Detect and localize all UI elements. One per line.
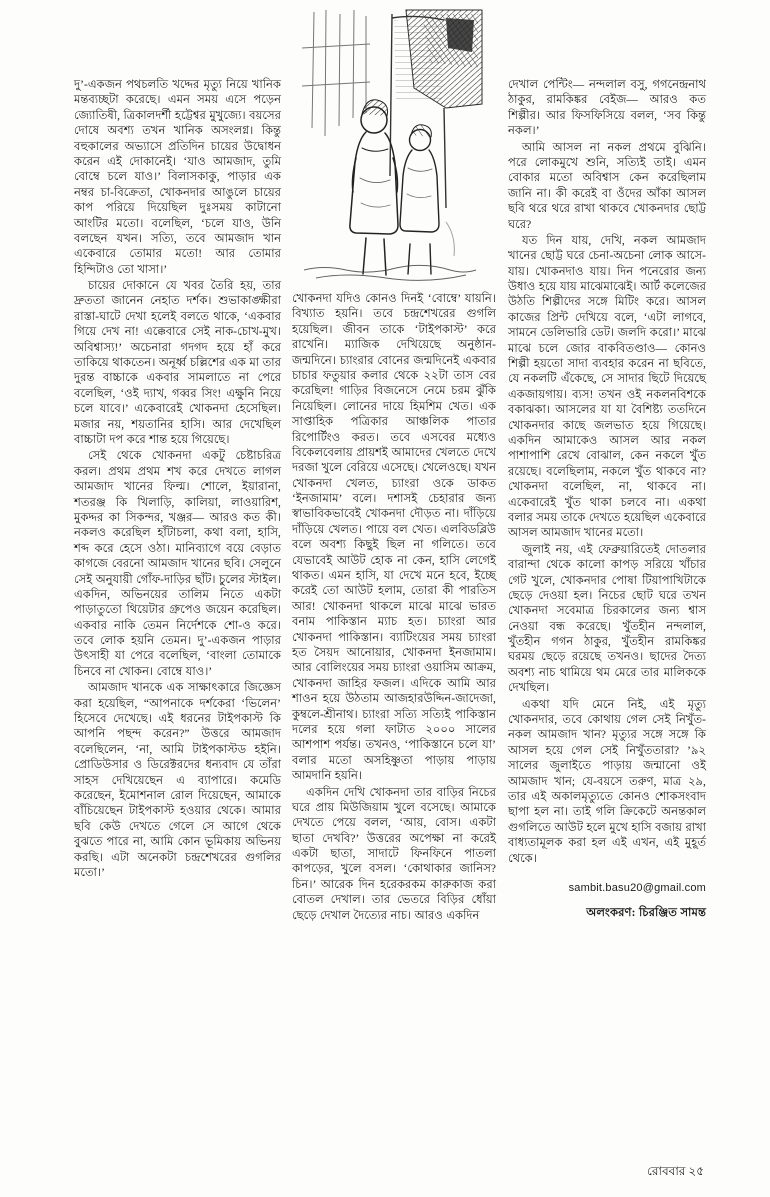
article-column-2 (292, 8, 496, 925)
paragraph: একদিন দেখি খোকনদা তার বাড়ির নিচের ঘরে প্রায় মিউজিয়াম খুলে বসেছে। আমাকে দেখতে পেয়ে বলল, ‘আয়, বোস। একটা ছাতা দেখবি?’ উত্তরের অপেক্ষা না করেই একটা ছাতা, সাদাটে ফিনফিনে পাতলা কাপড়ের, খুলে বসল। ‘কোথাকার জানিস? চিন।’ আরেক দিন হরেকরকম কারুকাজ করা বোতল দেখাল। তার ভেতরে বিড়ির ধোঁয়া ছেড়ে দেখাল দৈত্যের নাচ। আরও একদিন (292, 786, 496, 922)
ink-sketch-two-figures (296, 8, 484, 284)
paragraph: একথা যদি মেনে নিই, এই মৃত্যু খোকনদার, তবে কোথায় গেল সেই নিখুঁত-নকল আমজাদ খান? মৃত্যুর সঙ্গে সঙ্গে কি আসল হয়ে গেল সেই নিখুঁততারা? ’৯২ সালের জুলাইতে পাড়ায় জন্মানো ওই আমজাদ খান; যে-বয়সে তরুণ, মাত্র ২৯, তার এই অকালমৃত্যুতে কোনও শোকসংবাদ ছাপা হল না। তাই গলি ক্রিকেটে অনন্তকাল গুগলিতে আউট হলে মুখে হাসি বজায় রাখা বাধ্যতামূলক করা হল এই এখন, এই মুহূর্ত থেকে। (508, 698, 706, 865)
credits-block (508, 881, 706, 921)
paragraph: দেখাল পেন্টিং— নন্দলাল বসু, গগনেন্দ্রনাথ ঠাকুর, রামকিঙ্কর বেইজ— আরও কত শিল্পীর। আর ফিসফিসিয়ে বলল, ‘সব কিন্তু নকল।’ (508, 79, 706, 138)
article-illustration (296, 8, 484, 284)
page-footer: রোববার ২৫ (647, 1164, 704, 1178)
article-column-3 (508, 78, 706, 921)
paragraph: সেই থেকে খোকনদা একটু চেষ্টাচরিত্র করল। প্রথম প্রথম শখ করে দেখতে লাগল আমজাদ খানের ফিল্ম। শোলে, ইয়ারানা, শতরঞ্জ কি খিলাড়ি, কালিয়া, লাওয়ারিশ, মুকদ্দর কা সিকন্দর, খঞ্জর— আরও কত কী। নকলও করেছিল হাঁটাচলা, কথা বলা, হাসি, শব্দ করে হেসে ওঠা। মানিব্যাগে বয়ে বেড়াত কাগজে বেরনো আমজাদ খানের ছবি। সেলুনে সেই অনুযায়ী গোঁফ-দাড়ির ছাঁট। চুলের স্টাইল। একদিন, অভিনয়ের তালিম নিতে একটা পাড়াতুতো থিয়েটার গ্রুপেও জয়েন করেছিল। একবার নাকি তেমন নির্দেশকে শো-ও করে। তবে লোক হয়নি তেমন। দু’-একজন পাড়ার উৎসাহী যা পেরে বলেছিল, ‘বাংলা তোমাকে চিনবে না খোকন। বোম্বে যাও।’ (74, 450, 281, 678)
paragraph: খোকনদা যদিও কোনও দিনই ‘বোম্বে’ যায়নি। বিখ্যাত হয়নি। তবে চন্দ্রশেখরের গুগলি হয়েছিল। জীবন তাকে ‘টাইপকাস্ট’ করে রাখেনি। ম্যাজিক দেখিয়েছে অনুষ্ঠান-জন্মদিনে। চ্যাংরার বোনের জন্মদিনেই একবার চাচার ফতুয়ার কলার থেকে ২২টা তাস বের করেছিল! গাড়ির বিজনেসে নেমে চরম ঝুঁকি নিয়েছিল। লোনের দায়ে হিমশিম খেত। এক সাপ্তাহিক পত্রিকার আঞ্চলিক পাতার রিপোর্টিংও করত। তবে এসবের মধ্যেও বিকেলবেলায় প্রায়শই আমাদের খেলতে দেখে দরজা খুলে বেরিয়ে এসেছে। খেলেওছে। যখন খোকনদা খেলত, চ্যাংরা ওকে ডাকত ‘ইনজামাম’ বলে। দশাসই চেহারার জন্য স্বাভাবিকভাবেই খোকনদা দৌড়ত না। দাঁড়িয়ে দাঁড়িয়ে খেলত। পায়ে বল খেত। এলবিডব্লিউ বলে অবশ্য কিছুই ছিল না গলিতে। তবে যেভাবেই আউট হোক না কেন, হাসি লেগেই থাকত। এমন হাসি, যা দেখে মনে হবে, ইচ্ছে করেই তো আউট হলাম, তোরা কী পারতিস আর! খোকনদা থাকলে মাঝে মাঝে ভারত বনাম পাকিস্তান ম্যাচ হত। চ্যাংরা আর খোকনদা পাকিস্তান। ব্যাটিংয়ের সময় চ্যাংরা হত সৈয়দ আনোয়ার, খোকনদা ইনজামাম। আর বোলিংয়ের সময় চ্যাংরা ওয়াসিম আক্রম, খোকনদা জাহির ফজল। এদিকে আমি আর শাওন হয়ে উঠতাম আজহারউদ্দিন-জাদেজা, কুম্বলে-শ্রীনাথ। চ্যাংরা সত্যি সত্যিই পাকিস্তান দলের হয়ে গলা ফাটাত ২০০০ সালের আশপাশ পর্যন্ত। তখনও, ‘পাকিস্তানে চলে যা’ বলার মতো অসহিষ্ণুতা পাড়ায় পাড়ায় আমদানি হয়নি। (292, 293, 496, 783)
illustrator-credit: অলংকরণ: চিরঞ্জিত সামন্ত (586, 906, 706, 919)
paragraph: আমি আসল না নকল প্রথমে বুঝিনি। পরে লোকমুখে শুনি, সত্যিই তাই। এমন বোকার মতো অবিশ্বাস কেন করেছিলাম জানি না। কী করেই বা ওঁদের আঁকা আসল ছবি থরে থরে রাখা থাকবে খোকনদার ছোট্ট ঘরে? (508, 141, 706, 231)
paragraph: দু’-একজন পথচলতি খদ্দের মৃত্যু নিয়ে খানিক মন্তব্যচ্ছটা করেছে। এমন সময় এসে পড়েন জ্যোতিষী, ত্রিকালদর্শী হট্টেশ্বর মুখুজ্যে। বয়সের দোষে অবশ্য তখন খানিক অসংলগ্ন। কিন্তু বহুকালের অভ্যাসে প্রতিদিন চায়ের উদ্বোধন করেন এই দোকানেই। ‘যাও আমজাদ, তুমি বোম্বে চলে যাও।’ বিলাসকাকু, পাড়ার এক নম্বর চা-বিক্রেতা, খোকনদার আঙুলে চায়ের কাপ পরিয়ে দিয়েছিল দুঃসময় কাটানো আংটির মতো। বলেছিল, ‘চলে যাও, উনি বলছেন যখন। সত্যি, তবে আমজাদ খান একেবারে তোমার মতো! আর তোমার হিন্দিটাও তো খাসা।’ (74, 79, 281, 276)
article-column-1 (74, 78, 281, 882)
paragraph: জুলাই নয়, এই ফেব্রুয়ারিতেই দোতলার বারান্দা থেকে কালো কাপড় সরিয়ে খাঁচার গেট খুলে, খোকনদার পোষা টিয়াপাখিটাকে ছেড়ে দেওয়া হল। নিচের ছোট ঘরে তখন খোকনদা সবেমাত্র চিরকালের জন্য শ্বাস নেওয়া বন্ধ করেছে। খুঁতহীন নন্দলাল, খুঁতহীন গগন ঠাকুর, খুঁতহীন রামকিঙ্কর ঘরময় ছেড়ে রয়েছে তখনও। ছাদের দৈত্য অবশ্য নাচ থামিয়ে থম মেরে তার মালিককে দেখছিল। (508, 543, 706, 695)
paragraph: চায়ের দোকানে যে খবর তৈরি হয়, তার দ্রুততা জানেন নেহাত দর্শক। শুভাকাঙ্ক্ষীরা রাস্তা-ঘাটে দেখা হলেই বলতে থাকে, ‘একবার গিয়ে দেখ না! এক্কেবারে সেই নাক-চোখ-মুখ। অবিশ্বাস্য!’ অচেনারা গদগদ হয়ে হাঁ করে তাকিয়ে থাকতেন। অনূর্ধ্ব চল্লিশের এক মা তার দুরন্ত বাচ্চাকে একবার সামলাতে না পেরে বলেছিল, ‘ওই দ্যাখ, গব্বর সিং! এক্ষুনি নিয়ে চলে যাবে।’ একেবারেই খোকনদা হেসেছিল। মজার নয়, শয়তানির হাসি। আর দেখেছিল বাচ্চাটা দপ করে শান্ত হয়ে গিয়েছে। (74, 280, 281, 446)
paragraph: আমজাদ খানকে এক সাক্ষাৎকারে জিজ্ঞেস করা হয়েছিল, “আপনাকে দর্শকেরা ‘ভিলেন’ হিসেবে দেখেছে। এই ধরনের টাইপকাস্ট কি আপনি পছন্দ করেন?” উত্তরে আমজাদ বলেছিলেন, ‘না, আমি টাইপকাস্টড হইনি। প্রোডিউসার ও ডিরেক্টরদের ধন্যবাদ যে তাঁরা সাহস দেখিয়েছেন এ ব্যাপারে। কমেডি করেছেন, ইমোশনাল রোল দিয়েছেন, আমাকে বাঁচিয়েছেন টাইপকাস্ট হওয়ার থেকে। আমার ছবি কেউ দেখতে গেলে সে আগে থেকে বুঝতে পারে না, আমি কোন ভূমিকায় অভিনয় করছি। এটা অনেকটা চন্দ্রশেখরের গুগলির মতো।’ (74, 682, 281, 879)
author-email: sambit.basu20@gmail.com (568, 881, 706, 894)
paragraph: যত দিন যায়, দেখি, নকল আমজাদ খানের ছোট্ট ঘরে চেনা-অচেনা লোক আসে-যায়। খোকনদাও যায়। দিন পনেরোর জন্য উধাও হয়ে যায় মাঝেমাঝেই। আর্ট কলেজের উঠতি শিল্পীদের সঙ্গে মিটিং করে। আসল কাজের প্রিন্ট দেখিয়ে বলে, ‘এটা লাগবে, সামনে ডেলিভারি ডেট। জলদি করো।’ মাঝে মাঝে চলে জোর বাকবিতণ্ডাও— কোনও শিল্পী হয়তো সাদা ব্যবহার করেন না ছবিতে, যে নকলটি এঁকেছে, সে সাদার ছিটে দিয়েছে একজায়গায়। ব্যস! তখন ওই নকলনবিশকে বকাঝকা। আসলের যা যা বৈশিষ্ট্য ততদিনে খোকনদার কাছে জলভাত হয়ে গিয়েছে। একদিন আমাকেও আসল আর নকল পাশাপাশি রেখে বোঝাল, কেন নকলে খুঁত রয়েছে। বলেছিলাম, নকলে খুঁত থাকবে না? খোকনদা বলেছিল, না, থাকবে না। একেবারেই খুঁত থাকা চলবে না। একথা বলার সময় তাকে দেখতে হয়েছিল একেবারে আসল আমজাদ খানের মতো। (508, 234, 706, 540)
